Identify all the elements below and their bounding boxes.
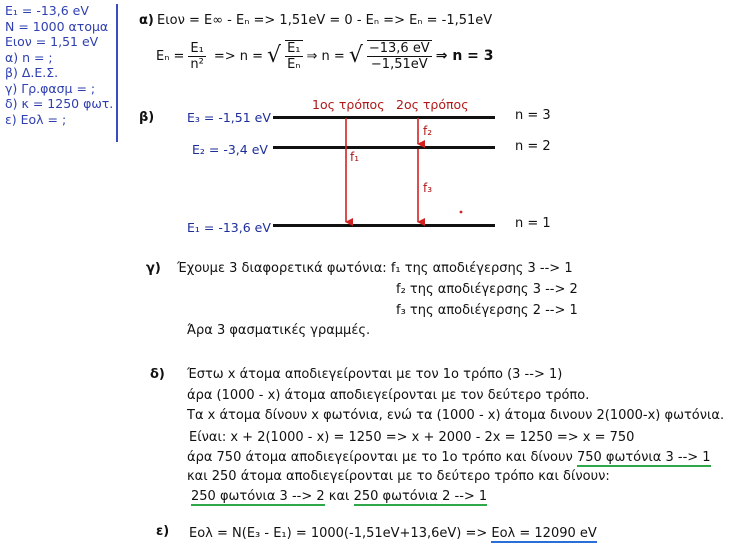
part-d-line4: Είναι: x + 2(1000 - x) = 1250 => x + 2000 - 2x = 1250 => x = 750 [189, 430, 635, 445]
part-a-en: Eₙ = [156, 48, 185, 64]
given-e1: E₁ = -13,6 eV [5, 3, 89, 18]
level-3-n: n = 3 [515, 108, 551, 123]
part-d-line3: Τα x άτομα δίνουν x φωτόνια, ενώ τα (1000 - x) άτομα δινουν 2(1000-x) φωτόνια. [187, 408, 725, 423]
question-e: ε) Eολ = ; [5, 111, 67, 127]
stray-dot [460, 211, 463, 214]
question-b: β) Δ.Ε.Σ. [5, 65, 59, 80]
part-a-frac-num: E₁ [190, 40, 204, 56]
part-a-sqrt2-den: −1,51eV [370, 57, 428, 72]
question-c: γ) Γρ.φασμ = ; [5, 80, 96, 96]
level-3-energy: E₃ = -1,51 eV [187, 110, 271, 125]
part-c-line2: f₂ της αποδιέγερσης 3 --> 2 [396, 282, 578, 297]
part-e-equation: Eολ = N(E₃ - E₁) = 1000(-1,51eV+13,6eV) => [189, 526, 492, 541]
sqrt2-icon: √ [348, 43, 363, 68]
part-c-line1: Έχουμε 3 διαφορετικά φωτόνια: f₁ της αποδιέγερσης 3 --> 1 [177, 261, 573, 276]
question-d: δ) κ = 1250 φωτ. [5, 96, 114, 111]
part-d-label: δ) [150, 367, 165, 382]
sqrt1-icon: √ [267, 43, 282, 68]
part-a-sqrt2-num: −13,6 eV [368, 41, 430, 56]
part-c-line4: Άρα 3 φασματικές γραμμές. [187, 323, 371, 338]
level-2-n: n = 2 [515, 139, 551, 154]
part-d-line7a: 250 φωτόνια 3 --> 2 [191, 489, 325, 504]
part-a-arrow1: => n = [213, 48, 264, 64]
f3-label: f₃ [423, 181, 433, 195]
part-d-line1: Έστω x άτομα αποδιεγείρονται με τον 1ο τρόπο (3 --> 1) [187, 367, 563, 382]
part-c-line3: f₃ της αποδιέγερσης 2 --> 1 [396, 303, 578, 318]
question-a: α) n = ; [5, 49, 53, 65]
part-c-label: γ) [146, 261, 161, 276]
level-1-n: n = 1 [515, 216, 551, 231]
part-a-arrow2: ⇒ n = [306, 48, 345, 64]
part-a-sqrt1-num: E₁ [287, 41, 301, 56]
part-e-label: ε) [156, 524, 170, 539]
part-d-line5a: άρα 750 άτομα αποδιεγείρονται με το 1ο τρόπο και δίνουν [187, 450, 573, 465]
level-1-energy: E₁ = -13,6 eV [187, 220, 271, 235]
part-d-line5 [187, 450, 711, 465]
part-e-line [189, 526, 597, 541]
part-d-line7b: 250 φωτόνια 2 --> 1 [353, 489, 488, 504]
part-d-line6: και 250 άτομα αποδιεγείρονται με το δεύτερο τρόπο και δίνουν: [187, 469, 610, 484]
part-d-line5b: 750 φωτόνια 3 --> 1 [576, 450, 711, 465]
part-a-line1: Eιον = E∞ - Eₙ => 1,51eV = 0 - Eₙ => Eₙ = -1,51eV [157, 13, 493, 28]
level-2-energy: E₂ = -3,4 eV [192, 142, 268, 157]
given-n: N = 1000 ατομα [5, 18, 109, 34]
f1-label: f₁ [350, 150, 360, 164]
way1-label: 1ος τρόπος [312, 97, 385, 112]
part-d-line2: άρα (1000 - x) άτομα αποδιεγείρονται με τον δεύτερο τρόπο. [187, 388, 590, 403]
part-a-sqrt1-den: Eₙ [287, 57, 301, 72]
part-b-label: β) [139, 110, 155, 125]
f2-label: f₂ [423, 124, 433, 138]
part-d-line7mid: και [328, 489, 350, 504]
part-d-line7 [191, 489, 487, 504]
part-a-frac-den: n² [190, 56, 204, 72]
way2-label: 2ος τρόπος [396, 97, 469, 112]
part-a-result: ⇒ n = 3 [435, 48, 494, 64]
part-a-label: α) [139, 13, 154, 28]
given-eion: Eιον = 1,51 eV [5, 34, 99, 49]
part-e-result: Eολ = 12090 eV [491, 526, 597, 541]
